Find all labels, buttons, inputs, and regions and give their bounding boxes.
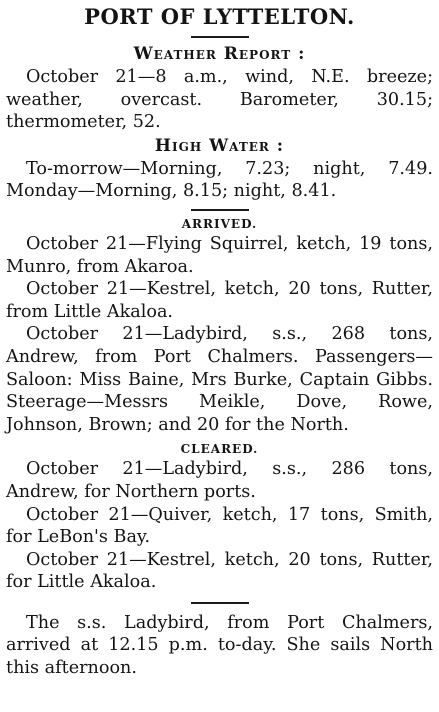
arrived-entry: October 21—Flying Squirrel, ketch, 19 tons, Munro, from Akaroa. xyxy=(6,233,433,277)
cleared-heading: CLEARED. xyxy=(180,442,259,457)
closing-note: The s.s. Ladybird, from Port Chalmers, arrived at 12.15 p.m. to-day. She sails North this afternoon. xyxy=(6,612,433,679)
high-water-text: To-morrow—Morning, 7.23; night, 7.49. Monday—Morning, 8.15; night, 8.41. xyxy=(6,158,433,202)
cleared-entry: October 21—Kestrel, ketch, 20 tons, Rutter, for Little Akaloa. xyxy=(6,549,433,593)
divider xyxy=(191,602,249,604)
divider xyxy=(191,209,249,211)
cleared-entry: October 21—Ladybird, s.s., 286 tons, Andrew, for Northern ports. xyxy=(6,459,433,502)
divider xyxy=(191,36,249,38)
arrived-heading: ARRIVED. xyxy=(181,216,258,231)
arrived-entry: October 21—Kestrel, ketch, 20 tons, Rutter, from Little Akaloa. xyxy=(6,279,433,322)
page-title: PORT OF LYTTELTON. xyxy=(84,4,355,29)
weather-report-heading: Weather Report : xyxy=(133,44,306,64)
high-water-heading: High Water : xyxy=(154,135,285,156)
arrived-entry: October 21—Ladybird, s.s., 268 tons, Andrew, from Port Chalmers. Passengers—Saloon: Miss Baine, Mrs Burke, Captain Gibbs. Steerage—Messrs Meikle, Dove, Rowe, Johnson, Brown; and 20 for the North. xyxy=(6,324,433,435)
cleared-entry: October 21—Quiver, ketch, 17 tons, Smith, for LeBon's Bay. xyxy=(6,504,433,548)
weather-report-text: October 21—8 a.m., wind, N.E. breeze; weather, overcast. Barometer, 30.15; thermometer, 52. xyxy=(6,67,433,133)
